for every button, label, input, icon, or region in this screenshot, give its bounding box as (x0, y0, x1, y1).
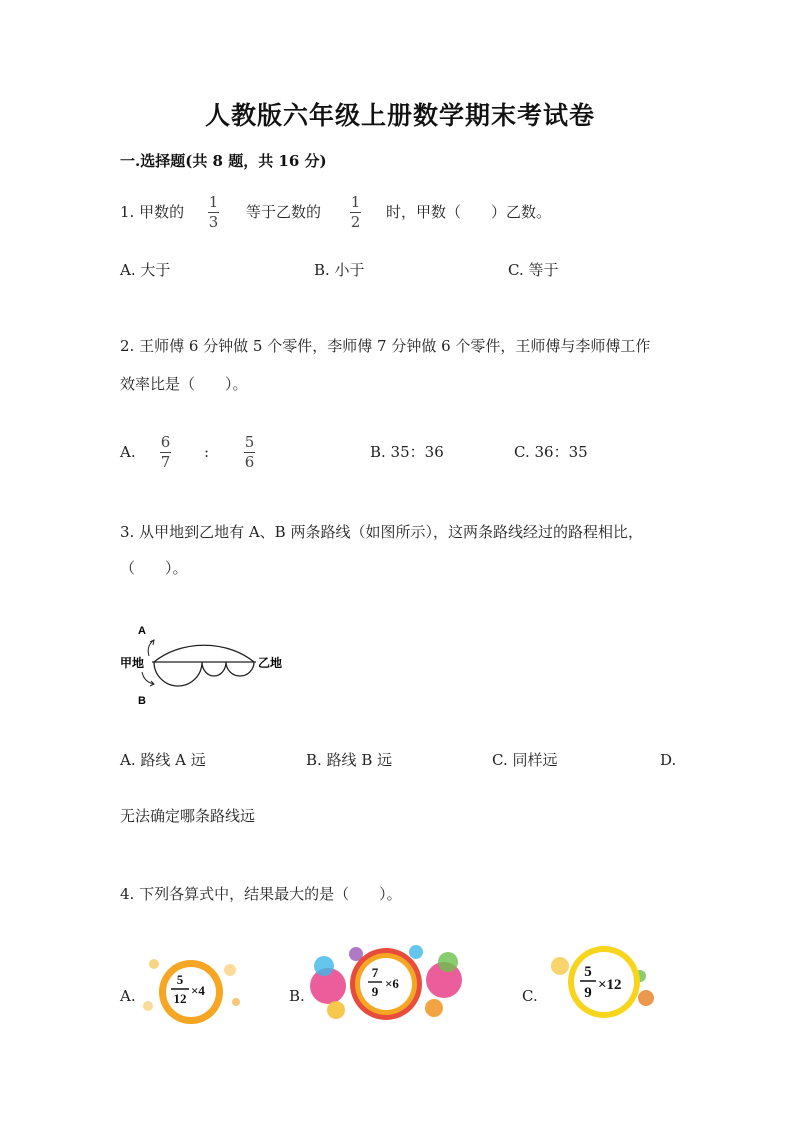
badge-numerator: 5 (176, 972, 184, 987)
q4-badge-c (546, 942, 662, 1022)
route-diagram (116, 604, 296, 714)
fraction-numerator: 6 (160, 433, 171, 451)
q1-option-a[interactable]: A. 大于 (120, 261, 171, 279)
fraction-numerator: 1 (208, 193, 219, 211)
fraction-denominator: 6 (244, 453, 255, 471)
option-label: A. (120, 987, 136, 1005)
route-a-arc (154, 645, 254, 662)
q3-text-line2: （ ）。 (120, 559, 188, 577)
q1-text-part1: 1. 甲数的 (120, 203, 185, 221)
fraction-denominator: 7 (160, 453, 171, 471)
badge-multiplier: ×6 (385, 976, 399, 991)
option-label: A. (120, 443, 136, 461)
q3-option-d-text: 无法确定哪条路线远 (120, 807, 256, 825)
fraction-numerator: 1 (350, 193, 361, 211)
q1-fraction-2 (350, 194, 361, 231)
q4-badge-b (306, 940, 466, 1026)
q2-text-line2: 效率比是（ ）。 (120, 375, 248, 393)
q1-fraction-1 (208, 194, 219, 231)
badge-multiplier: ×4 (191, 983, 205, 998)
q3-option-b[interactable]: B. 路线 B 远 (306, 751, 393, 769)
ratio-colon: : (204, 443, 210, 461)
label-a: A (138, 625, 146, 637)
q1-text-part2: 等于乙数的 (246, 203, 322, 221)
label-b: B (138, 695, 146, 707)
fraction-denominator: 2 (350, 213, 361, 231)
q3-option-c[interactable]: C. 同样远 (492, 751, 558, 769)
label-end: 乙地 (258, 656, 283, 670)
fraction-numerator: 5 (244, 433, 255, 451)
q3-text-line1: 3. 从甲地到乙地有 A、B 两条路线（如图所示），这两条路线经过的路程相比， (120, 523, 643, 541)
section-heading: 一.选择题(共 8 题，共 16 分) (120, 152, 327, 170)
q3-option-d[interactable]: D. (660, 751, 677, 769)
q4-badge-a (136, 950, 246, 1030)
option-label: C. (522, 987, 538, 1005)
route-b-arcs (154, 662, 254, 686)
q3-option-a[interactable]: A. 路线 A 远 (120, 751, 206, 769)
badge-numerator: 7 (371, 965, 379, 980)
badge-denominator: 9 (584, 985, 592, 1001)
q1-option-b[interactable]: B. 小于 (314, 261, 365, 279)
q2-fraction-a2 (244, 434, 255, 471)
q4-text-line1: 4. 下列各算式中，结果最大的是（ ）。 (120, 885, 402, 903)
badge-multiplier: ×12 (598, 977, 622, 993)
option-label: B. (289, 987, 305, 1005)
fraction-denominator: 3 (208, 213, 219, 231)
q2-text-line1: 2. 王师傅 6 分钟做 5 个零件，李师傅 7 分钟做 6 个零件，王师傅与李师傅工作 (120, 337, 651, 355)
badge-denominator: 12 (173, 991, 187, 1006)
q2-fraction-a1 (160, 434, 171, 471)
badge-denominator: 9 (371, 984, 379, 999)
label-start: 甲地 (120, 656, 145, 670)
q1-option-c[interactable]: C. 等于 (508, 261, 559, 279)
q2-option-b[interactable]: B. 35：36 (370, 443, 444, 461)
page-title: 人教版六年级上册数学期末考试卷 (204, 101, 595, 130)
q2-option-c[interactable]: C. 36：35 (514, 443, 588, 461)
q1-text-part3: 时，甲数（ ）乙数。 (386, 203, 552, 221)
badge-numerator: 5 (584, 964, 592, 980)
